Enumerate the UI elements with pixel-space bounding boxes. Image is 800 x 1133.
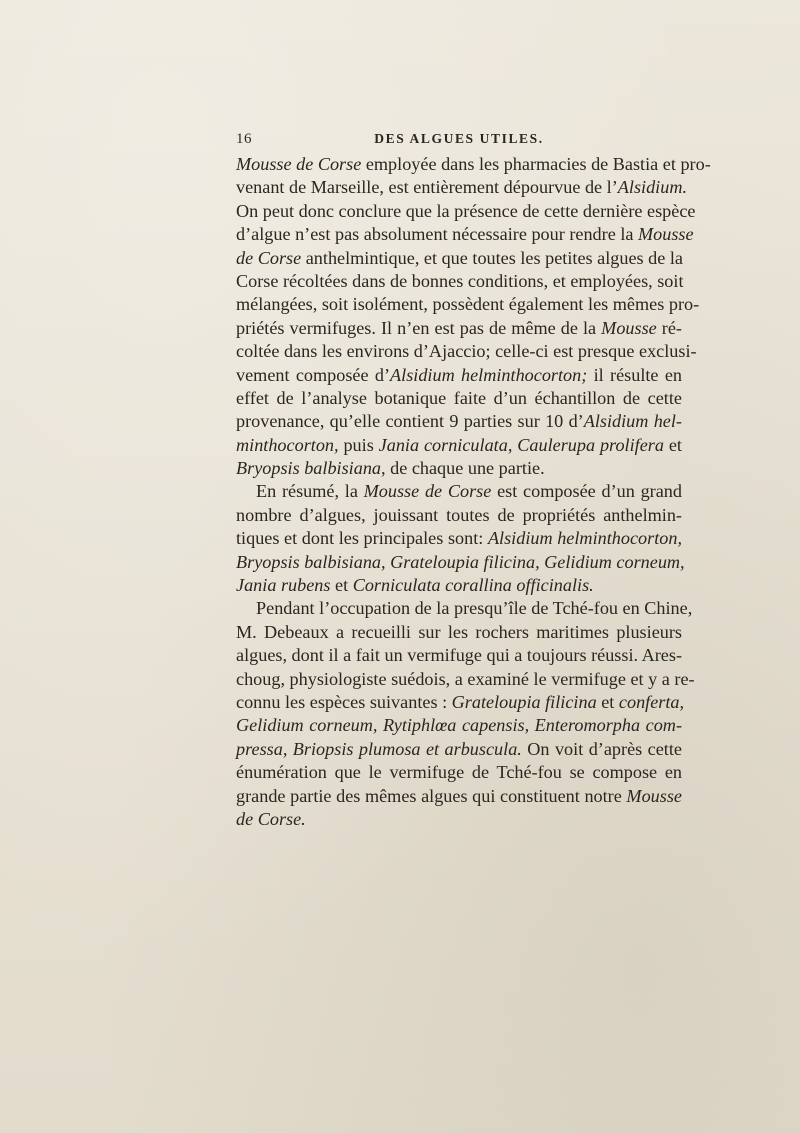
text-line [236,738,682,761]
italic-segment: Grateloupia filicina [451,691,597,712]
text-line [236,434,682,457]
text-line [236,317,682,340]
text-line [236,574,682,597]
text-line [236,387,682,410]
text-line [236,410,682,433]
text-segment: tiques et dont les principales sont: [236,528,488,549]
paragraph [236,480,685,597]
text-line [236,457,682,480]
text-line [236,551,685,574]
italic-segment: Alsidium helminthocorton, [487,528,682,549]
text-segment: d’algue n’est pas absolument nécessaire pour rendre la [236,224,638,245]
italic-segment: pressa, Briopsis plumosa et arbuscula. [236,738,522,759]
text-line [236,714,682,737]
text-line [236,480,682,503]
italic-segment: Corniculata corallina officinalis. [352,575,594,596]
text-segment: anthelmintique, et que toutes les petites algues de la [301,247,684,268]
italic-segment: Mousse [638,224,694,245]
text-segment: Pendant l’occupation de la presqu’île de Tché-fou en Chine, [256,598,693,619]
text-line [236,504,682,527]
text-line [236,200,696,223]
text-segment: connu les espèces suivantes : [236,691,452,712]
text-line [236,621,682,644]
text-segment: Corse récoltées dans de bonnes conditions, et employées, soit [236,270,684,291]
text-line [236,247,682,270]
text-line [236,270,682,293]
italic-segment: de Corse. [236,808,306,829]
text-line [236,785,682,808]
italic-segment: Mousse [626,785,682,806]
text-segment: provenance, qu’elle contient 9 parties sur 10 d’ [236,411,584,432]
italic-segment: conferta, [618,691,685,712]
italic-segment: Alsidium helminthocorton; [390,364,588,385]
text-segment: employée dans les pharmacies de Bastia et pro- [361,154,711,174]
text-line [236,597,693,620]
text-segment: et [663,434,682,455]
text-line [236,364,682,387]
text-line [236,176,688,199]
text-segment: coltée dans les environs d’Ajaccio; celle-ci est presque exclusi- [236,341,697,362]
running-title: DES ALGUES UTILES. [374,131,544,146]
page-number: 16 [236,131,252,147]
text-segment: On voit d’après cette [521,738,682,759]
text-line [236,668,695,691]
text-segment: nombre d’algues, jouissant toutes de propriétés anthelmin- [236,504,682,525]
text-segment: mélangées, soit isolément, possèdent également les mêmes pro- [236,294,700,315]
text-line [236,761,682,784]
text-segment: En résumé, la [256,481,364,502]
text-line [236,223,694,246]
italic-segment: Mousse de Corse [236,154,362,174]
italic-segment: Bryopsis balbisiana, Grateloupia filicina, Gelidium corneum, [236,551,685,572]
italic-segment: Mousse de Corse [363,481,492,502]
text-line [236,691,685,714]
text-line [236,153,711,176]
text-segment: algues, dont il a fait un vermifuge qui a toujours réussi. Ares- [236,645,683,666]
text-line [236,808,682,831]
italic-segment: de Corse [236,247,302,268]
page-header [236,131,682,153]
italic-segment: Bryopsis balbisiana, [236,458,386,479]
text-segment: il résulte en [587,364,682,385]
body-text [236,153,711,831]
text-segment: M. Debeaux a recueilli sur les rochers maritimes plusieurs [236,621,682,642]
italic-segment: Alsidium hel- [583,411,682,432]
text-segment: grande partie des mêmes algues qui constituent notre [236,785,627,806]
text-segment: venant de Marseille, est entièrement dépourvue de l’ [236,177,618,198]
text-segment: énumération que le vermifuge de Tché-fou se compose en [236,762,682,783]
text-line [236,527,682,550]
text-segment: effet de l’analyse botanique faite d’un échantillon de cette [236,387,682,408]
text-segment: vement composée d’ [236,364,391,385]
text-line [236,293,700,316]
italic-segment: Jania rubens [236,575,331,596]
italic-segment: Alsidium. [617,177,688,198]
italic-segment: minthocorton, [236,434,339,455]
text-segment: de chaque une partie. [385,458,545,479]
text-segment: puis [338,434,379,455]
text-segment: est composée d’un grand [491,481,682,502]
text-segment: et [330,575,353,596]
text-segment: et [596,691,619,712]
italic-segment: Jania corniculata, Caulerupa prolifera [378,434,664,455]
italic-segment: Mousse [601,317,657,338]
text-segment: On peut donc conclure que la présence de cette dernière espèce [236,200,696,221]
text-segment: priétés vermifuges. Il n’en est pas de même de la [236,317,602,338]
text-line [236,340,697,363]
text-line [236,644,682,667]
paragraph [236,153,711,480]
text-segment: ré- [656,317,682,338]
paragraph [236,597,695,831]
italic-segment: Gelidium corneum, Rytiphlœa capensis, Enteromorpha com- [236,715,682,736]
text-segment: choug, physiologiste suédois, a examiné le vermifuge et y a re- [236,668,695,689]
